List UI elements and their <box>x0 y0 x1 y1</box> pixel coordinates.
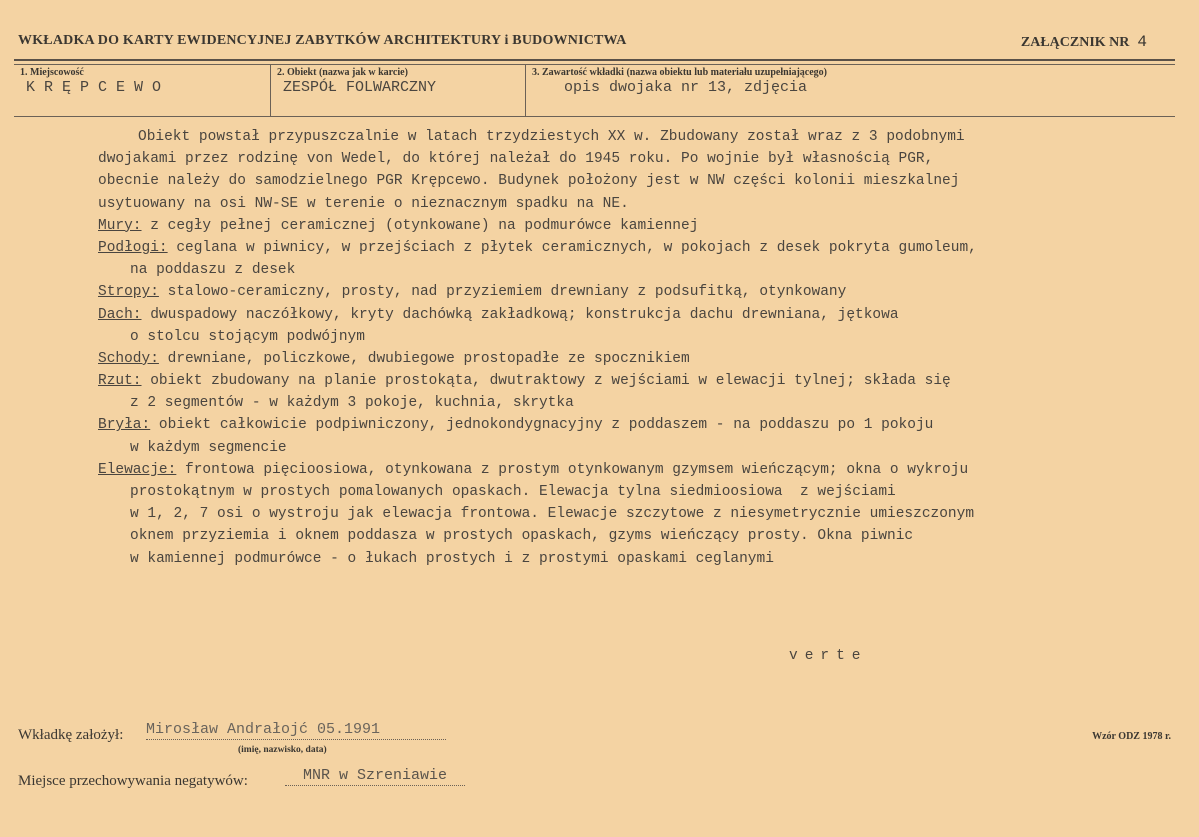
section-roof <box>98 304 1158 326</box>
section-key: Schody: <box>98 350 159 367</box>
author-value: Mirosław Andrałojć 05.1991 <box>146 721 446 740</box>
section-text-cont: na poddaszu z desek <box>130 262 296 279</box>
attachment-number <box>1021 33 1147 51</box>
section-text: drewniane, policzkowe, dwubiegowe prostopadłe ze spocznikiem <box>158 350 690 367</box>
section-text-cont: w 1, 2, 7 osi o wystroju jak elewacja frontowa. Elewacje szczytowe z niesymetrycznie umieszczonym <box>130 506 975 523</box>
card-title: WKŁADKA DO KARTY EWIDENCYJNEJ ZABYTKÓW ARCHITEKTURY i BUDOWNICTWA <box>18 33 627 48</box>
field-locality <box>14 64 271 116</box>
section-key: Stropy: <box>98 284 159 301</box>
section-key: Podłogi: <box>98 239 168 256</box>
header-fields <box>14 64 1175 117</box>
description-body <box>98 126 1158 570</box>
section-floors <box>98 237 1158 259</box>
section-text-cont: oknem przyziemia i oknem poddasza w prostych opaskach, gzyms wieńczący prosty. Okna piwnic <box>130 528 914 545</box>
contents-value: opis dwojaka nr 13, zdjęcia <box>564 79 808 96</box>
object-label: 2. Obiekt (nazwa jak w karcie) <box>277 67 408 78</box>
section-text-cont: prostokątnym w prostych pomalowanych opaskach. Elewacja tylna siedmioosiowa z wejściami <box>130 484 896 500</box>
attachment-number-value: 4 <box>1137 33 1147 51</box>
intro-line: Obiekt powstał przypuszczalnie w latach trzydziestych XX w. Zbudowany został wraz z 3 podobnymi <box>138 129 965 145</box>
intro-line: dwojakami przez rodzinę von Wedel, do której należał do 1945 roku. Po wojnie był własnością PGR, <box>98 151 934 168</box>
section-key: Rzut: <box>98 373 142 390</box>
section-walls <box>98 215 1158 237</box>
section-massing <box>98 414 1158 436</box>
verte-note: verte <box>789 648 868 664</box>
section-facades <box>98 459 1158 481</box>
intro-line: obecnie należy do samodzielnego PGR Krępcewo. Budynek położony jest w NW części kolonii mieszkalnej <box>98 173 960 190</box>
section-key: Elewacje: <box>98 461 177 478</box>
intro-line: usytuowany na osi NW-SE w terenie o nieznacznym spadku na NE. <box>98 195 629 212</box>
section-text-cont: w kamiennej podmurówce - o łukach prostych i z prostymi opaskami ceglanymi <box>130 550 774 567</box>
section-key: Dach: <box>98 306 142 323</box>
form-code: Wzór ODZ 1978 r. <box>1092 731 1171 742</box>
section-text: stalowo-ceramiczny, prosty, nad przyziemiem drewniany z podsufitką, otynkowany <box>158 284 847 301</box>
negatives-value: MNR w Szreniawie <box>285 767 465 786</box>
section-text: frontowa pięcioosiowa, otynkowana z prostym otynkowanym gzymsem wieńczącym; okna o wykroju <box>176 461 969 478</box>
contents-label: 3. Zawartość wkładki (nazwa obiektu lub materiału uzupełniającego) <box>532 67 828 78</box>
section-text: ceglana w piwnicy, w przejściach z płytek ceramicznych, w pokojach z desek pokryta gumoleum, <box>167 239 977 256</box>
attachment-label: ZAŁĄCZNIK NR <box>1020 35 1130 50</box>
field-contents <box>526 64 1175 116</box>
section-plan <box>98 370 1158 392</box>
locality-value: KRĘPCEWO <box>26 79 171 96</box>
section-text: dwuspadowy naczółkowy, kryty dachówką zakładkową; konstrukcja dachu drewniana, jętkowa <box>141 306 899 323</box>
section-text-cont: w każdym segmencie <box>130 439 287 456</box>
section-text-cont: z 2 segmentów - w każdym 3 pokoje, kuchnia, skrytka <box>130 395 574 412</box>
negatives-label: Miejsce przechowywania negatywów: <box>18 773 248 789</box>
section-key: Mury: <box>98 217 142 234</box>
section-stairs <box>98 348 1158 370</box>
section-text-cont: o stolcu stojącym podwójnym <box>130 328 365 345</box>
section-key: Bryła: <box>98 417 151 434</box>
section-text: z cegły pełnej ceramicznej (otynkowane) na podmurówce kamiennej <box>141 217 699 234</box>
section-ceilings <box>98 281 1158 303</box>
author-hint: (imię, nazwisko, data) <box>238 745 327 755</box>
section-text: obiekt zbudowany na planie prostokąta, dwutraktowy z wejściami w elewacji tylnej; składa się <box>141 373 951 390</box>
field-object <box>271 64 526 116</box>
object-value: ZESPÓŁ FOLWARCZNY <box>283 79 437 96</box>
locality-label: 1. Miejscowość <box>20 67 84 78</box>
author-label: Wkładkę założył: <box>18 727 124 743</box>
section-text: obiekt całkowicie podpiwniczony, jednokondygnacyjny z poddaszem - na poddaszu po 1 pokoju <box>150 417 934 434</box>
